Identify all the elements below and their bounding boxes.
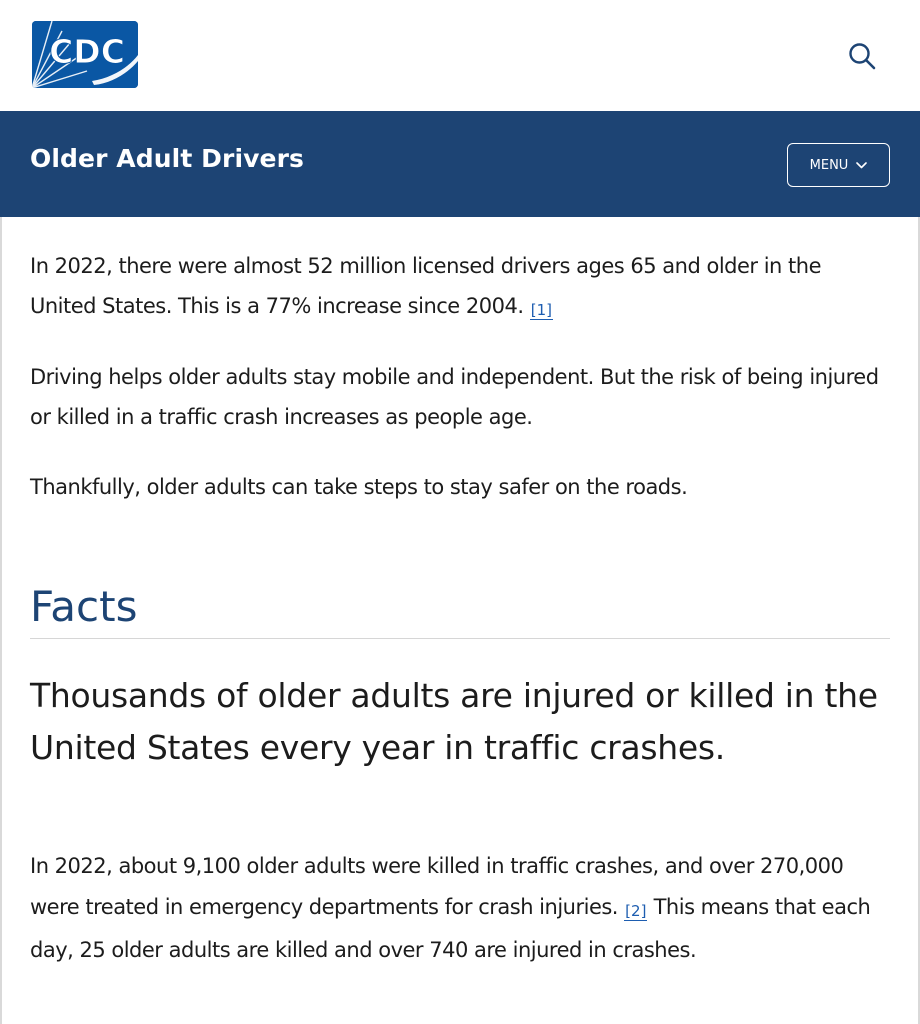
search-icon — [847, 41, 877, 71]
page-title: Older Adult Drivers — [30, 144, 304, 173]
facts-paragraph-text-a: In 2022, about 9,100 older adults were killed in traffic crashes, and over 270,000 were treated in emergency departments for crash injuries. — [30, 854, 844, 919]
reference-link-1[interactable]: [1] — [530, 301, 552, 319]
intro-paragraph-3: Thankfully, older adults can take steps to stay safer on the roads. — [30, 475, 688, 499]
facts-paragraph-text-b: This means that each day, 25 older adults are killed and over 740 are injured in crashes. — [30, 895, 871, 962]
facts-heading: Facts — [30, 582, 138, 631]
intro-paragraph-1-text: In 2022, there were almost 52 million licensed drivers ages 65 and older in the United States. This is a 77% increase since 2004. — [30, 254, 821, 318]
facts-paragraph — [30, 846, 890, 971]
site-header — [0, 0, 920, 111]
reference-link-2[interactable]: [2] — [625, 902, 647, 920]
menu-label: MENU — [809, 157, 849, 173]
section-divider — [30, 638, 890, 639]
intro-paragraph-1 — [30, 246, 890, 328]
logo-text: CDC — [49, 32, 125, 71]
chevron-down-icon — [856, 162, 867, 169]
menu-button[interactable] — [787, 143, 890, 187]
intro-paragraph-2: Driving helps older adults stay mobile and independent. But the risk of being injured or killed in a traffic crash increases as people age. — [30, 365, 879, 429]
cdc-logo-graphic — [32, 21, 138, 88]
search-button[interactable] — [842, 36, 882, 76]
cdc-logo[interactable] — [32, 21, 138, 88]
facts-subheading: Thousands of older adults are injured or killed in the United States every year in traffic crashes. — [30, 676, 878, 767]
